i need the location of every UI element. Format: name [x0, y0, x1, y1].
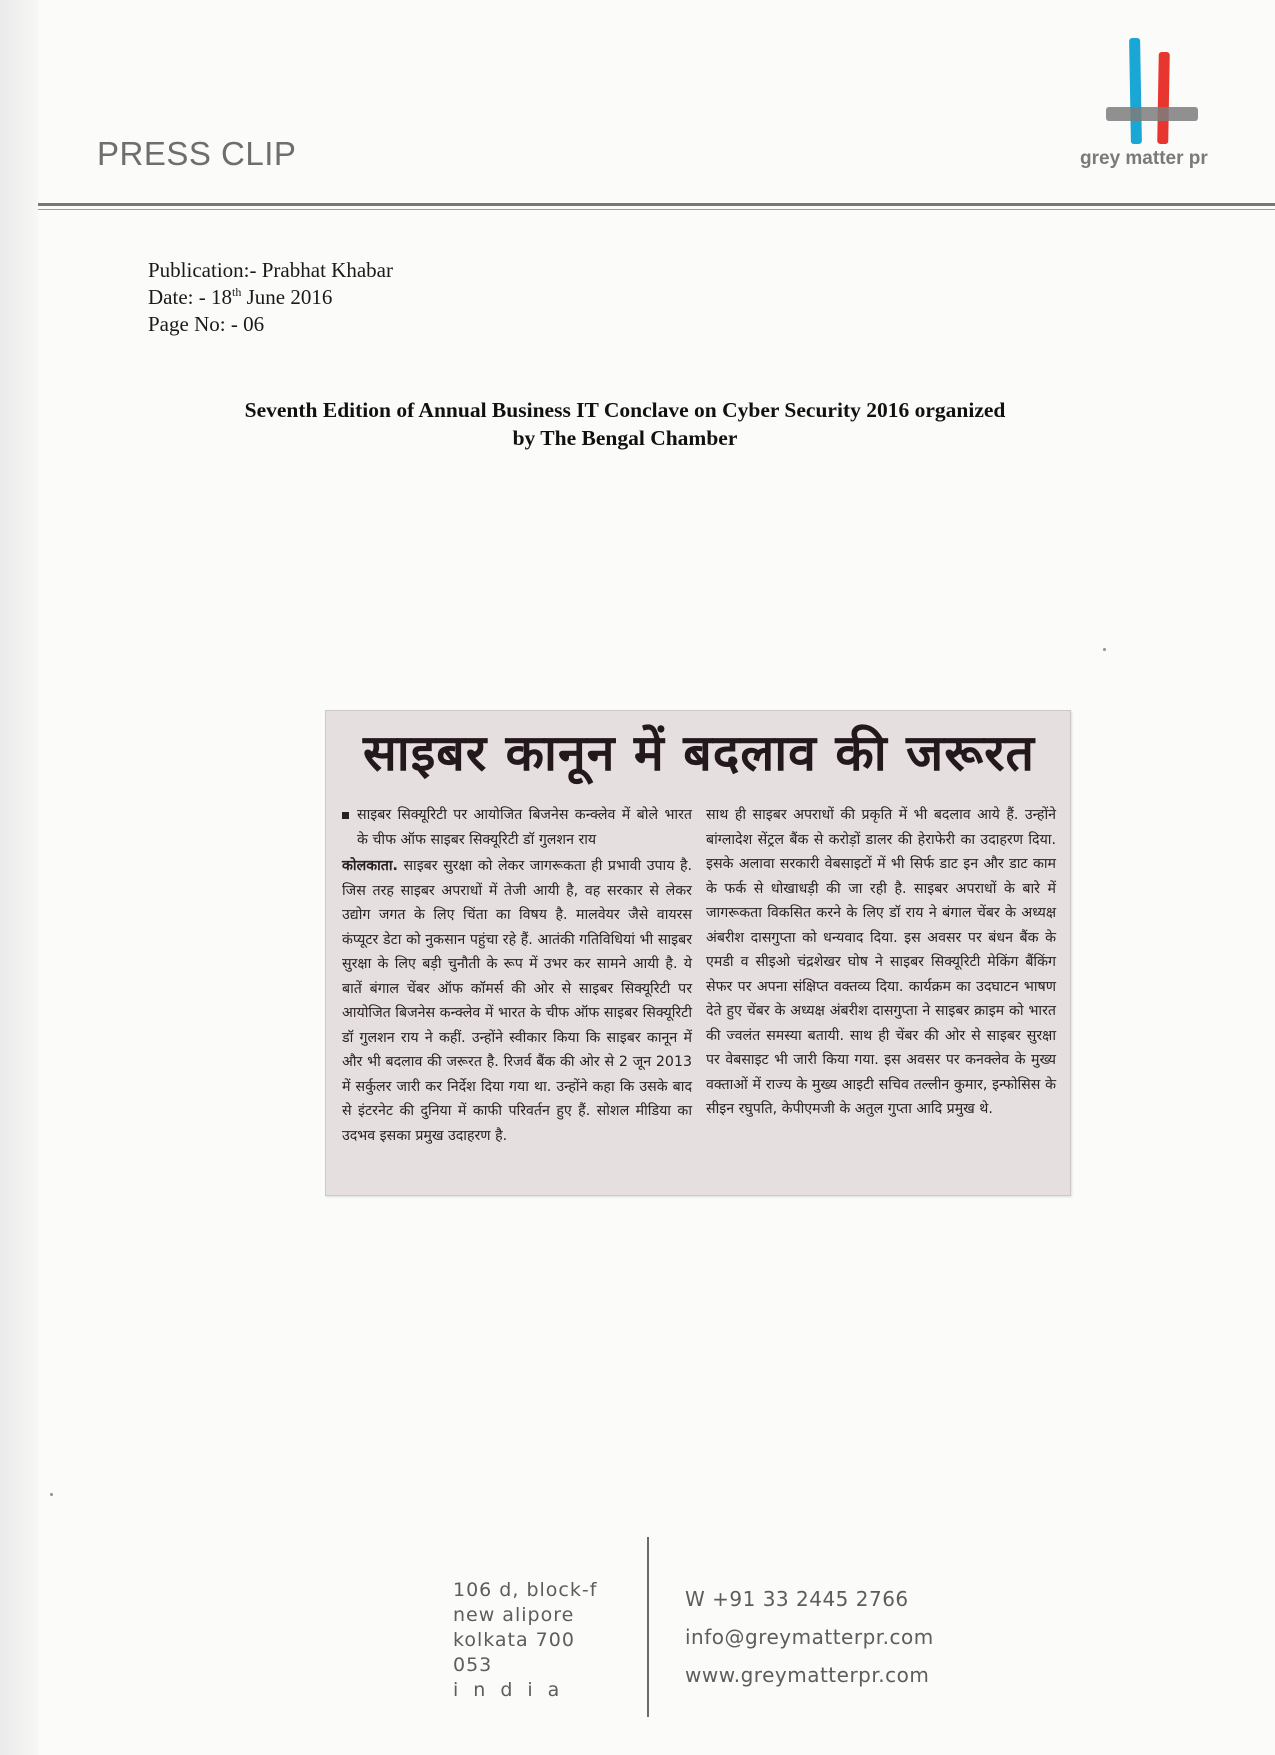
- footer-contact: [685, 1580, 934, 1694]
- publication-meta: [148, 257, 393, 338]
- contact-website: www.greymatterpr.com: [685, 1663, 930, 1687]
- logo-blue-bar: [1129, 38, 1142, 144]
- logo-red-bar: [1157, 52, 1170, 144]
- headline-line-2: by The Bengal Chamber: [512, 426, 738, 450]
- header-divider-thick: [38, 203, 1275, 206]
- address-line-2: new alipore: [453, 1604, 575, 1626]
- press-clip-title: PRESS CLIP: [97, 135, 297, 172]
- bullet-icon: [342, 812, 349, 819]
- date-line: [148, 284, 393, 311]
- clipping-dateline: कोलकाता.: [342, 858, 398, 874]
- clipping-left-text: साइबर सुरक्षा को लेकर जागरूकता ही प्रभावी उपाय है. जिस तरह साइबर अपराधों में तेजी आयी है, वह सरकार से लेकर उद्योग जगत के लिए चिंता का विषय है. मालवेयर जैसे वायरस कंप्यूटर डेटा को नुकसान पहुंचा रहे हैं. आतंकी गतिविधियां भी साइबर सुरक्षा के लिए बड़ी चुनौती के रूप में उभर कर सामने आयी है. ये बातें बंगाल चेंबर ऑफ कॉमर्स की ओर से साइबर सिक्यूरिटी पर आयोजित बिजनेस कन्क्लेव में भारत के चीफ ऑफ साइबर सिक्यूरिटी डॉ गुलशन राय ने कहीं. उन्होंने स्वीकार किया कि साइबर कानून में और भी बदलाव की जरूरत है. रिजर्व बैंक की ओर से 2 जून 2013 में सर्कुलर जारी कर निर्देश दिया गया था. उन्होंने कहा कि उसके बाद से इंटरनेट की दुनिया में काफी परिवर्तन हुए हैं. सोशल मीडिया का उदभव इसका प्रमुख उदाहरण है.: [342, 858, 692, 1144]
- address-line-3: kolkata 700 053: [453, 1629, 575, 1676]
- page-number-line: [148, 311, 393, 338]
- contact-email: info@greymatterpr.com: [685, 1625, 934, 1649]
- date-month-year: June 2016: [241, 285, 333, 309]
- publication-line: [148, 257, 393, 284]
- page-edge-shadow: [0, 0, 38, 1755]
- date-label: Date: -: [148, 285, 211, 309]
- headline-line-1: Seventh Edition of Annual Business IT Conclave on Cyber Security 2016 organized: [244, 398, 1006, 422]
- contact-phone: W +91 33 2445 2766: [685, 1587, 909, 1611]
- date-suffix: th: [231, 285, 242, 299]
- clipping-left-column: [342, 803, 692, 1148]
- newspaper-clipping: [325, 710, 1071, 1196]
- clip-headline: [150, 396, 1100, 452]
- clipping-left-body: [342, 854, 692, 1148]
- clipping-summary: [342, 803, 692, 852]
- logo-grey-bar: [1106, 107, 1198, 121]
- page-number: 06: [243, 312, 265, 336]
- footer-divider: [647, 1537, 649, 1717]
- clipping-summary-text: साइबर सिक्यूरिटी पर आयोजित बिजनेस कन्क्लेव में बोले भारत के चीफ ऑफ साइबर सिक्यूरिटी डॉ गुलशन राय: [357, 807, 692, 848]
- address-country: india: [453, 1679, 575, 1701]
- clipping-headline: साइबर कानून में बदलाव की जरूरत: [362, 724, 1036, 782]
- footer-address: [453, 1578, 611, 1703]
- date-day: 18: [210, 285, 232, 309]
- paper-speck: [50, 1493, 53, 1496]
- header-divider-thin: [38, 209, 1275, 210]
- publication-name: Prabhat Khabar: [261, 258, 393, 282]
- paper-speck: [1103, 648, 1106, 651]
- page-label: Page No: -: [148, 312, 244, 336]
- grey-matter-logo-icon: [1100, 36, 1200, 146]
- clipping-right-column: साथ ही साइबर अपराधों की प्रकृति में भी बदलाव आये हैं. उन्होंने बांग्लादेश सेंट्रल बैंक से करोड़ों डालर की हेराफेरी का उदाहरण दिया. इसके अलावा सरकारी वेबसाइटों में भी सिर्फ डाट इन और डाट काम के फर्क से धोखाधड़ी की जा रही है. साइबर अपराधों के बारे में जागरूकता विकसित करने के लिए डॉ राय ने बंगाल चेंबर के अध्यक्ष अंबरीश दासगुप्ता को धन्यवाद दिया. इस अवसर पर बंधन बैंक के एमडी व सीइओ चंद्रशेखर घोष ने साइबर सिक्यूरिटी मेकिंग बैंकिंग सेफर पर अपना संक्षिप्त वक्तव्य दिया. कार्यक्रम का उदघाटन भाषण देते हुए चेंबर के अध्यक्ष अंबरीश दासगुप्ता ने साइबर क्राइम को भारत की ज्वलंत समस्या बतायी. साथ ही चेंबर की ओर से साइबर सुरक्षा पर वेबसाइट भी जारी किया गया. इस अवसर पर कनक्लेव के मुख्य वक्ताओं में राज्य के मुख्य आइटी सचिव तल्लीन कुमार, इन्फोसिस के सीइन रघुपति, केपीएमजी के अतुल गुप्ता आदि प्रमुख थे.: [706, 807, 1056, 1117]
- address-line-1: 106 d, block-f: [453, 1579, 598, 1601]
- brand-name: grey matter pr: [1080, 148, 1208, 169]
- publication-label: Publication:-: [148, 258, 262, 282]
